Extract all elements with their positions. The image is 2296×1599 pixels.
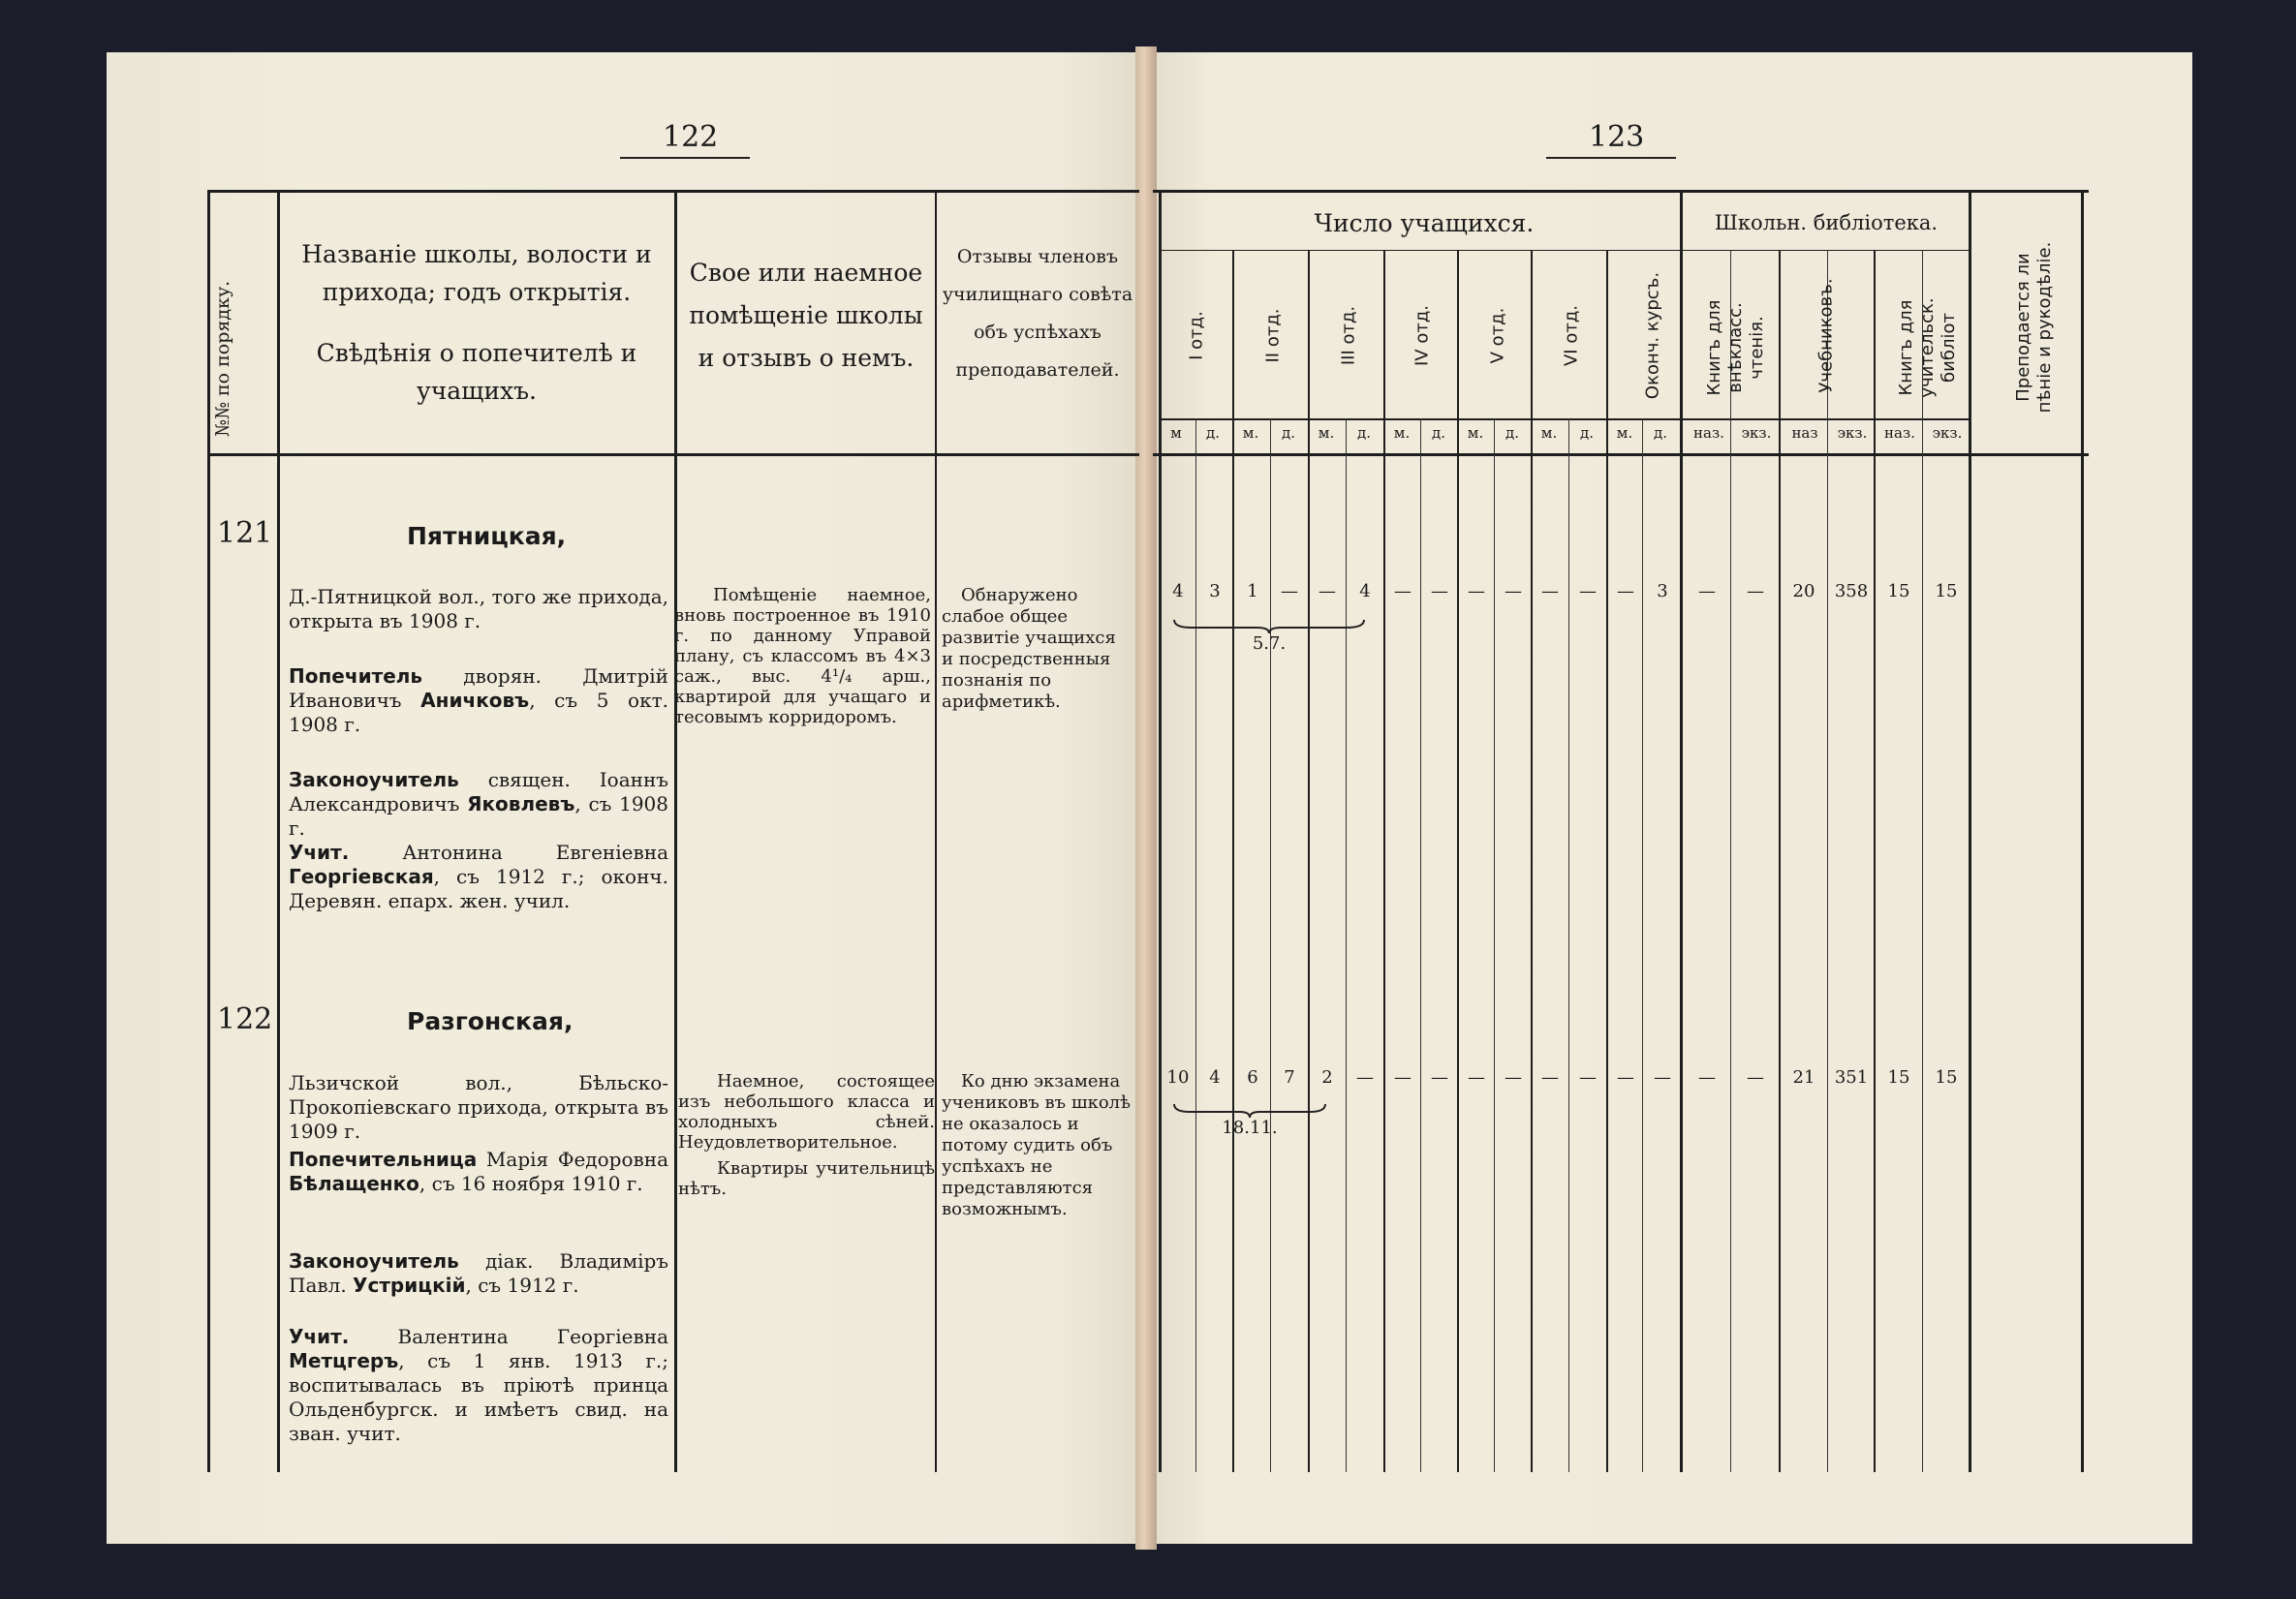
library-cell: 351: [1834, 1067, 1869, 1088]
grade-cell: —: [1579, 581, 1597, 601]
grade-cell: 7: [1284, 1067, 1295, 1088]
grade-cell: 4: [1172, 581, 1184, 601]
sub-header: м.: [1318, 424, 1335, 442]
grade-header: VI отд.: [1561, 305, 1582, 367]
header-reviews: Отзывы членовъ училищнаго совѣта объ успѣхахъ преподавателей.: [942, 246, 1133, 381]
col-line: [1195, 418, 1196, 1472]
sub-header: экз.: [1932, 424, 1963, 442]
building-text: Помѣщеніе наемное, вновь построенное въ 1910 г. по данному Управой плану, съ классомъ въ 4×3 саж., выс. 4¹/₄ арш., квартирой для учащаго и тесовымъ корридоромъ.: [674, 585, 931, 727]
sub-header: д.: [1431, 424, 1445, 442]
grade-cell: —: [1468, 1067, 1485, 1088]
trustee-info: Попечитель дворян. Дмитрій Ивановичъ Аничковъ, съ 5 окт. 1908 г.: [289, 664, 668, 736]
col-line: [277, 190, 280, 1472]
header-bottom-rule: [1153, 453, 2089, 456]
library-cell: 15: [1935, 1067, 1958, 1088]
grade-header: II отд.: [1262, 308, 1284, 363]
col-line: [1346, 418, 1347, 1472]
school-name: Разгонская,: [407, 1007, 574, 1035]
sub-header: экз.: [1741, 424, 1772, 442]
col-line: [935, 190, 937, 1472]
library-cell: 20: [1792, 581, 1815, 601]
sub-header: д.: [1205, 424, 1220, 442]
col-line: [1494, 418, 1495, 1472]
table-top-rule: [207, 190, 1139, 193]
sub-header: наз: [1791, 424, 1818, 442]
col-line: [1270, 418, 1271, 1472]
grade-cell: 4: [1359, 581, 1371, 601]
building-text: Квартиры учительницѣ нѣтъ.: [678, 1158, 935, 1199]
col-line: [1827, 250, 1828, 1472]
library-cell: 358: [1834, 581, 1869, 601]
school-info: Д.-Пятницкой вол., того же прихода, открыта въ 1908 г.: [289, 585, 668, 632]
subheader-rule: [1159, 418, 1970, 420]
grade-cell: 6: [1247, 1067, 1258, 1088]
school-name: Пятницкая,: [407, 522, 567, 550]
school-info: Льзичской вол., Бѣльско-Прокопіевскаго прихода, открыта въ 1909 г.: [289, 1071, 668, 1143]
group-rule: [1159, 250, 1970, 251]
grade-cell: —: [1617, 581, 1634, 601]
col-line: [1159, 190, 1162, 1472]
col-line: [1568, 418, 1569, 1472]
col-line: [674, 190, 677, 1472]
sub-header: экз.: [1837, 424, 1868, 442]
grade-cell: —: [1579, 1067, 1597, 1088]
teacher-info: Учит. Антонина Евгеніевна Георгіевская, съ 1912 г.; оконч. Деревян. епарх. жен. учил.: [289, 841, 669, 912]
review-text: Ко дню экзамена учениковъ въ школѣ не оказалось и потому судить объ успѣхахъ не представляются возможнымъ.: [942, 1071, 1131, 1219]
sub-header: д.: [1653, 424, 1667, 442]
grade-cell: 2: [1321, 1067, 1333, 1088]
grade-header: Оконч. курсъ.: [1642, 271, 1663, 400]
law-teacher-info: Законоучитель священ. Іоаннъ Александровичъ Яковлевъ, съ 1908 г.: [289, 768, 668, 840]
brace-label: 5.7.: [1252, 633, 1287, 654]
sub-header: наз.: [1693, 424, 1724, 442]
building-text: Наемное, состоящее изъ небольшого класса и холодныхъ сѣней. Неудовлетворительное.: [678, 1071, 935, 1153]
grade-cell: —: [1394, 581, 1412, 601]
grade-cell: —: [1505, 581, 1522, 601]
grade-cell: —: [1431, 1067, 1448, 1088]
book-spine: [1135, 46, 1157, 1550]
library-cell: 15: [1935, 581, 1958, 601]
col-line: [1420, 418, 1421, 1472]
col-line: [1969, 190, 1971, 1472]
library-header: Книгъ для внѣкласс. чтенія.: [1704, 299, 1767, 396]
grade-cell: 3: [1209, 581, 1221, 601]
brace: [1172, 1100, 1327, 1120]
col-line: [1779, 250, 1781, 1472]
header-building: Свое или наемное помѣщеніе школы и отзывъ о немъ.: [689, 259, 923, 372]
grade-cell: 4: [1209, 1067, 1221, 1088]
sub-header: м.: [1616, 424, 1633, 442]
sub-header: м: [1170, 424, 1182, 442]
header-trustee: Свѣдѣнія о попечителѣ и учащихъ.: [316, 339, 637, 405]
review-text: Обнаружено слабое общее развитіе учащихся и посредственныя познанія по арифметикѣ.: [942, 585, 1116, 712]
grade-header: I отд.: [1186, 311, 1207, 360]
sub-header: м.: [1242, 424, 1259, 442]
right-page-number: 123: [1589, 120, 1645, 154]
col-line: [1642, 418, 1643, 1472]
grade-cell: —: [1468, 581, 1485, 601]
library-cell: —: [1747, 581, 1764, 601]
grade-cell: —: [1319, 581, 1336, 601]
grade-cell: —: [1394, 1067, 1412, 1088]
library-cell: —: [1698, 581, 1716, 601]
sub-header: д.: [1356, 424, 1371, 442]
trustee-info: Попечительница Марія Федоровна Бѣлащенко, съ 16 ноября 1910 г.: [289, 1148, 668, 1195]
grade-cell: —: [1617, 1067, 1634, 1088]
col-line: [207, 190, 210, 1472]
law-teacher-info: Законоучитель діак. Владиміръ Павл. Устрицкій, съ 1912 г.: [289, 1249, 668, 1297]
brace-label: 18.11.: [1222, 1118, 1278, 1138]
library-cell: —: [1747, 1067, 1764, 1088]
grade-cell: —: [1654, 1067, 1671, 1088]
sub-header: м.: [1467, 424, 1484, 442]
grade-cell: —: [1541, 1067, 1559, 1088]
col-line: [1922, 250, 1923, 1472]
header-number: №№ по порядку.: [212, 280, 233, 437]
grade-cell: —: [1356, 1067, 1374, 1088]
sub-header: наз.: [1884, 424, 1915, 442]
grade-cell: —: [1281, 581, 1298, 601]
sub-header: м.: [1540, 424, 1558, 442]
grade-cell: —: [1505, 1067, 1522, 1088]
grade-header: III отд.: [1338, 305, 1359, 366]
grade-cell: 10: [1166, 1067, 1190, 1088]
grade-header: V отд.: [1487, 307, 1508, 364]
library-header: Учебниковъ.: [1815, 278, 1837, 393]
grade-header: IV отд.: [1412, 305, 1433, 367]
grade-cell: 3: [1657, 581, 1668, 601]
sub-header: м.: [1393, 424, 1411, 442]
left-page-number: 122: [663, 120, 719, 154]
grade-cell: —: [1431, 581, 1448, 601]
row-number: 122: [217, 1002, 273, 1036]
sub-header: д.: [1281, 424, 1295, 442]
table-top-rule: [1153, 190, 2089, 193]
library-cell: —: [1698, 1067, 1716, 1088]
library-cell: 21: [1792, 1067, 1815, 1088]
sub-header: д.: [1579, 424, 1594, 442]
singing-header: Преподается ли пѣніе и рукодѣліе.: [2013, 241, 2055, 414]
col-line: [1680, 190, 1683, 1472]
header-school-name: Названіе школы, волости и прихода; годъ открытія.: [301, 240, 652, 306]
header-bottom-rule: [207, 453, 1139, 456]
page-number-rule: [1546, 157, 1676, 159]
grade-cell: 1: [1247, 581, 1258, 601]
brace: [1172, 616, 1366, 635]
header-school-library: Школьн. библіотека.: [1714, 211, 1939, 234]
sub-header: д.: [1505, 424, 1519, 442]
grade-cell: —: [1541, 581, 1559, 601]
library-header: Книгъ для учительск. библіот: [1896, 297, 1959, 398]
page-number-rule: [620, 157, 750, 159]
library-cell: 15: [1887, 1067, 1910, 1088]
row-number: 121: [217, 516, 273, 550]
teacher-info: Учит. Валентина Георгіевна Метцгеръ, съ 1 янв. 1913 г.; воспитывалась въ пріютѣ принца Ольденбургск. и имѣетъ свид. на зван. учит.: [289, 1325, 668, 1445]
library-cell: 15: [1887, 581, 1910, 601]
col-line: [2081, 190, 2084, 1472]
header-students-count: Число учащихся.: [1314, 209, 1535, 237]
